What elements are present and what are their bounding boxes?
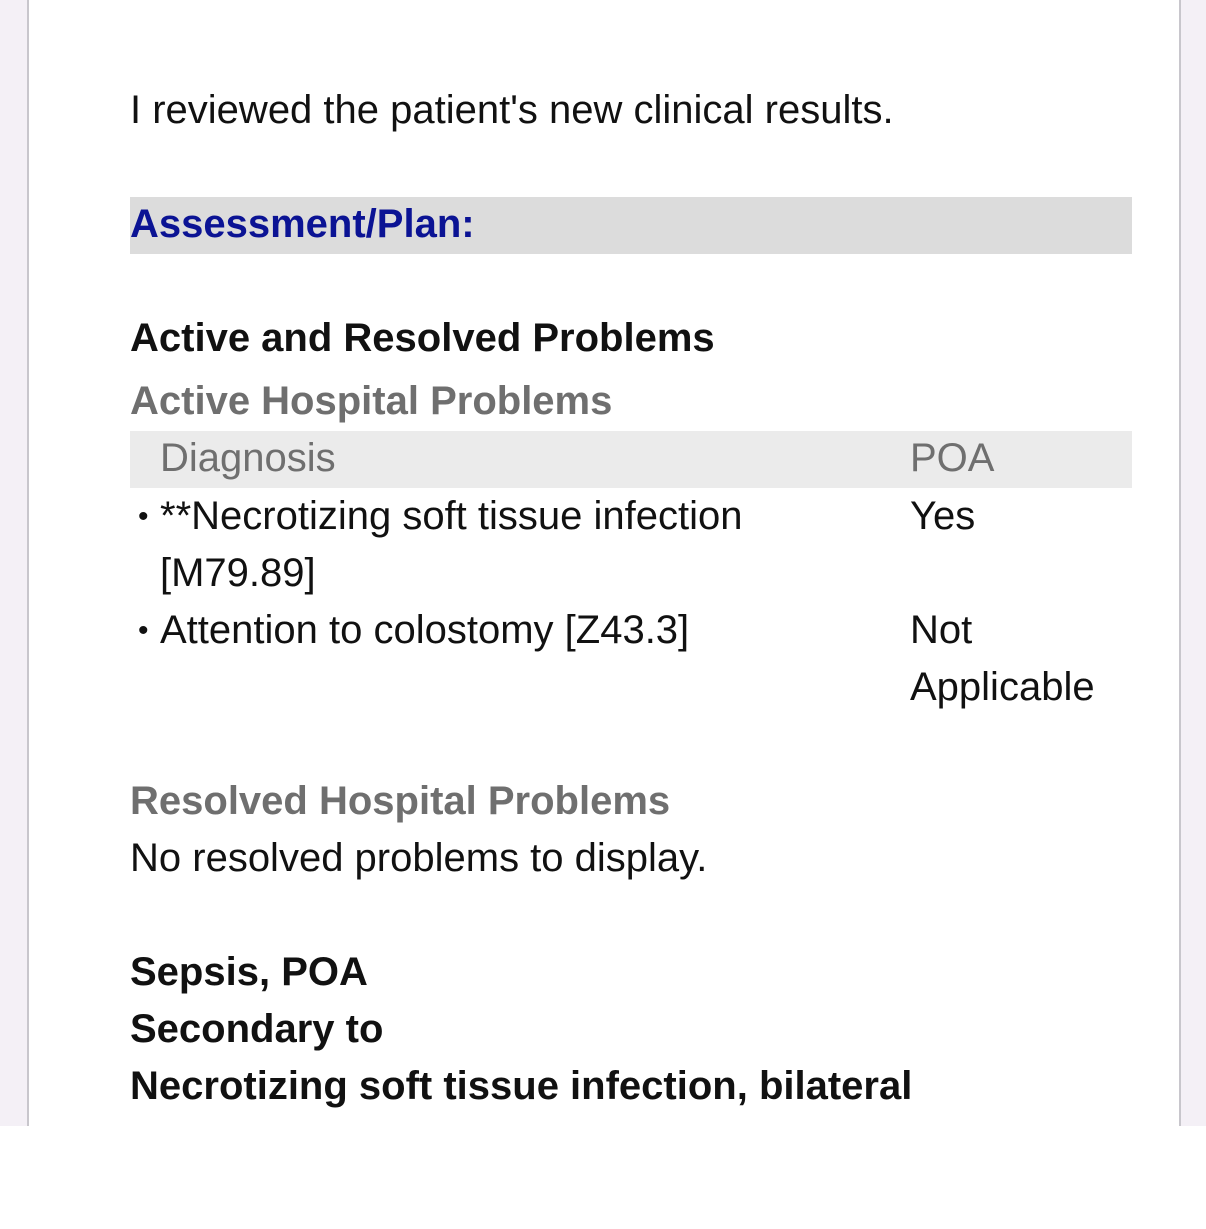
table-row — [130, 602, 1132, 716]
table-row — [130, 488, 1132, 602]
problems-title: Active and Resolved Problems — [130, 316, 715, 360]
resolved-problems-title: Resolved Hospital Problems — [130, 779, 671, 823]
active-problems-title: Active Hospital Problems — [130, 379, 613, 423]
diagnosis-column-header: Diagnosis — [160, 436, 336, 480]
diagnosis-text: Attention to colostomy [Z43.3] — [160, 608, 690, 652]
resolved-problems-text: No resolved problems to display. — [130, 836, 708, 880]
poa-value: Yes — [910, 494, 976, 538]
assessment-plan-title: Assessment/Plan: — [130, 202, 475, 246]
sepsis-heading: Sepsis, POA — [130, 950, 368, 994]
bullet-icon: • — [138, 614, 149, 647]
diagnosis-text: **Necrotizing soft tissue infection [M79.89] — [160, 494, 743, 595]
sepsis-secondary-label: Secondary to — [130, 1007, 384, 1051]
sepsis-cause-text: Necrotizing soft tissue infection, bilateral — [130, 1064, 913, 1108]
bottom-blank-area — [0, 1126, 1206, 1229]
problem-table-header — [130, 431, 1132, 488]
intro-text: I reviewed the patient's new clinical results. — [130, 88, 894, 132]
assessment-plan-header — [130, 197, 1132, 254]
clinical-note-panel[interactable] — [27, 0, 1181, 1126]
poa-column-header: POA — [910, 436, 995, 480]
poa-value: Not Applicable — [910, 608, 1095, 709]
bullet-icon: • — [138, 500, 149, 533]
